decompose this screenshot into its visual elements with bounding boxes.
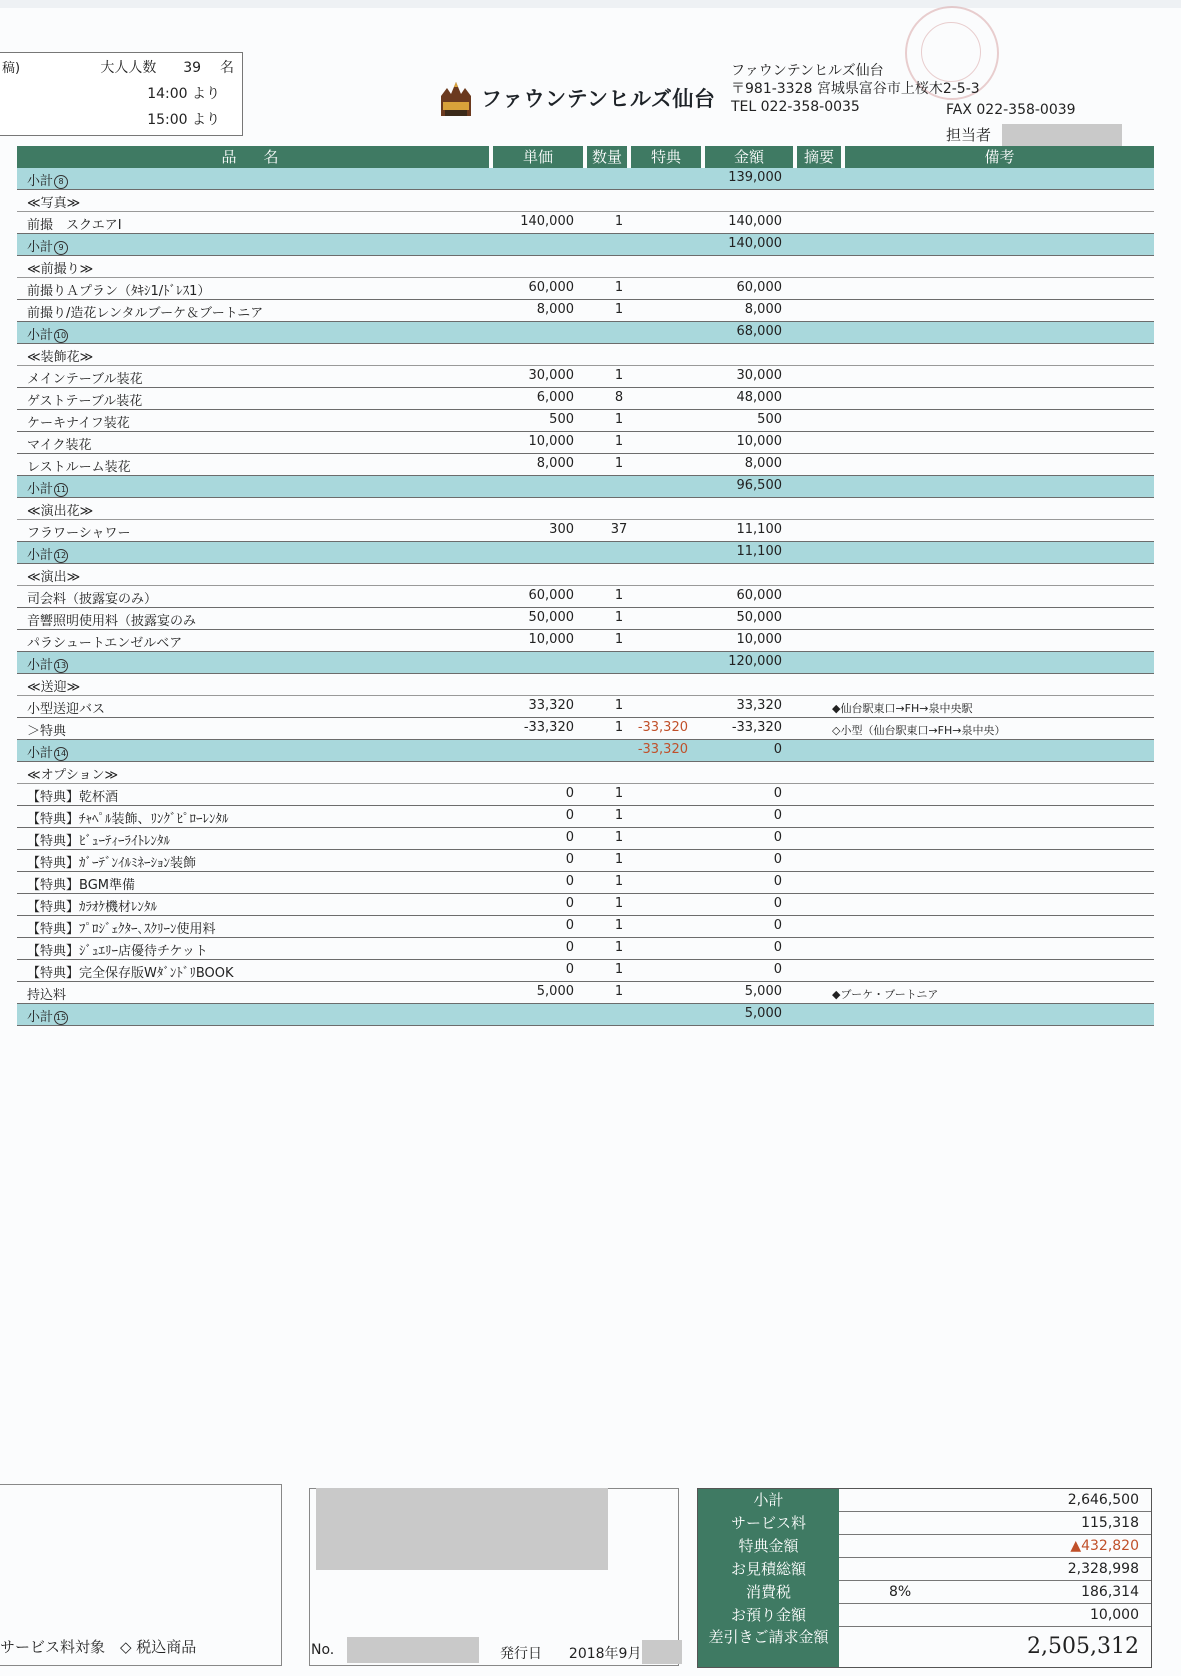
header-tekiyo: 摘要 [803, 148, 834, 166]
item-unit-price: 0 [565, 874, 574, 889]
item-amount: 0 [773, 808, 782, 823]
table-row [17, 432, 1154, 454]
item-name: 【特典】ｼﾞｭｴﾘｰ店優待チケット [27, 944, 208, 959]
subtotal-label: 小計 [753, 1491, 784, 1509]
table-row [17, 300, 1154, 322]
item-unit-price: 0 [565, 786, 574, 801]
table-row [17, 828, 1154, 850]
tax-label: 消費税 [745, 1583, 791, 1601]
item-name: 【特典】ﾌﾟﾛｼﾞｪｸﾀｰ､ｽｸﾘｰﾝ使用料 [27, 922, 216, 937]
item-unit-price: 10,000 [528, 632, 574, 647]
company-address: 〒981-3328 宮城県富谷市上桜木2-5-3 [731, 81, 980, 97]
item-unit-price: -33,320 [523, 720, 574, 735]
item-quantity: 1 [614, 588, 624, 603]
item-name: 前撮 スクエアⅠ [27, 218, 122, 233]
item-quantity: 1 [614, 434, 624, 449]
billing-label: 差引きご請求金額 [708, 1628, 829, 1646]
subtotal-row [17, 1004, 1154, 1026]
table-row [17, 278, 1154, 300]
subtotal-label [27, 170, 68, 189]
subtotal-number: 15 [54, 1011, 68, 1025]
item-quantity: 1 [614, 984, 624, 999]
tax-value: 186,314 [1081, 1584, 1139, 1600]
subtotal-label-text: 小計 [27, 174, 54, 189]
no-label: No. [311, 1642, 335, 1658]
issue-date: 2018年9月 [568, 1646, 642, 1662]
item-amount: 8,000 [744, 456, 782, 471]
item-quantity: 1 [614, 214, 624, 229]
estimate-value: 2,328,998 [1067, 1561, 1139, 1577]
subtotal-number: 12 [54, 549, 68, 563]
section-title: ≪送迎≫ [27, 680, 81, 695]
company-tel: TEL 022-358-0035 [731, 99, 860, 115]
totals-box [697, 1488, 1152, 1668]
item-quantity: 1 [614, 456, 624, 471]
table-row [17, 212, 1154, 234]
item-quantity: 1 [614, 698, 624, 713]
subtotal-amount: 0 [773, 742, 782, 757]
table-row [17, 410, 1154, 432]
table-row [17, 872, 1154, 894]
item-name: 前撮りＡプラン（ﾀｷｼ1/ﾄﾞﾚｽ1） [27, 284, 211, 299]
item-amount: 0 [773, 852, 782, 867]
item-quantity: 1 [614, 720, 624, 735]
logo-text: ファウンテンヒルズ仙台 [481, 87, 716, 111]
item-quantity: 8 [614, 390, 624, 405]
subtotal-tokuten: -33,320 [637, 742, 688, 757]
item-amount: 11,100 [736, 522, 782, 537]
item-unit-price: 300 [549, 522, 574, 537]
totals-subtotal-row [698, 1489, 1151, 1512]
table-row [17, 916, 1154, 938]
item-unit-price: 140,000 [520, 214, 574, 229]
item-name: 【特典】完全保存版WﾀﾞﾝﾄﾞﾘBOOK [27, 966, 234, 981]
item-name: フラワーシャワー [27, 526, 131, 541]
table-row [17, 784, 1154, 806]
subtotal-row [17, 652, 1154, 674]
issue-label: 発行日 [500, 1646, 542, 1662]
deposit-value: 10,000 [1090, 1607, 1139, 1623]
item-name: ケーキナイフ装花 [27, 416, 130, 431]
item-amount: 500 [757, 412, 782, 427]
section-row [17, 344, 1154, 366]
section-title: ≪演出≫ [27, 570, 81, 585]
section-title: ≪装飾花≫ [27, 350, 94, 365]
item-quantity: 1 [614, 610, 624, 625]
item-name: 音響照明使用料（披露宴のみ [27, 614, 197, 629]
section-row [17, 498, 1154, 520]
subtotal-amount: 68,000 [736, 324, 782, 339]
item-quantity: 1 [614, 302, 624, 317]
section-row [17, 762, 1154, 784]
table-row [17, 718, 1154, 740]
item-name: 小型送迎バス [27, 702, 106, 717]
item-unit-price: 0 [565, 808, 574, 823]
item-amount: 50,000 [736, 610, 782, 625]
subtotal-row [17, 234, 1154, 256]
table-row [17, 630, 1154, 652]
subtotal-label-text: 小計 [27, 1010, 54, 1025]
subtotal-row [17, 168, 1154, 190]
table-row [17, 960, 1154, 982]
table-row [17, 696, 1154, 718]
time-2: 15:00 より [147, 112, 220, 128]
table-row [17, 366, 1154, 388]
subtotal-label [27, 478, 68, 497]
item-unit-price: 0 [565, 896, 574, 911]
item-quantity: 1 [614, 368, 624, 383]
item-name: ＞特典 [27, 724, 67, 739]
tanto-label: 担当者 [946, 126, 992, 144]
table-row [17, 388, 1154, 410]
subtotal-amount: 96,500 [736, 478, 782, 493]
totals-service-row [698, 1512, 1151, 1535]
subtotal-label-text: 小計 [27, 548, 54, 563]
subtotal-label [27, 324, 68, 343]
item-amount: 60,000 [736, 588, 782, 603]
subtotal-label [27, 654, 68, 673]
item-amount: 0 [773, 962, 782, 977]
section-title: ≪演出花≫ [27, 504, 94, 519]
totals-estimate-row [698, 1558, 1151, 1581]
item-amount: 60,000 [736, 280, 782, 295]
item-unit-price: 5,000 [536, 984, 574, 999]
subtotal-value: 2,646,500 [1067, 1492, 1139, 1508]
subtotal-number: 13 [54, 659, 68, 673]
item-note: ◆ブーケ・ブートニア [832, 988, 939, 1001]
header-unit: 単価 [522, 148, 553, 166]
time-1: 14:00 より [147, 86, 220, 102]
item-quantity: 1 [614, 940, 624, 955]
item-unit-price: 30,000 [528, 368, 574, 383]
item-quantity: 1 [614, 280, 624, 295]
item-quantity: 1 [614, 962, 624, 977]
item-name: 【特典】ﾁｬﾍﾟﾙ装飾、ﾘﾝｸﾞﾋﾟﾛｰﾚﾝﾀﾙ [27, 812, 229, 827]
item-unit-price: 0 [565, 940, 574, 955]
no-redacted [347, 1637, 479, 1663]
estimate-table-body [17, 168, 1154, 1026]
item-name: 【特典】ｶﾗｵｹ機材ﾚﾝﾀﾙ [27, 900, 158, 915]
item-amount: 30,000 [736, 368, 782, 383]
customer-redacted [316, 1488, 608, 1570]
subtotal-number: 10 [54, 329, 68, 343]
item-quantity: 1 [614, 918, 624, 933]
company-logo [437, 78, 715, 118]
subtotal-label-text: 小計 [27, 746, 54, 761]
company-fax: FAX 022-358-0039 [946, 102, 1076, 118]
subtotal-row [17, 476, 1154, 498]
item-unit-price: 8,000 [536, 302, 574, 317]
section-row [17, 674, 1154, 696]
adults-label: 大人人数 [100, 60, 157, 76]
item-quantity: 1 [614, 896, 624, 911]
section-title: ≪写真≫ [27, 196, 81, 211]
billing-value: 2,505,312 [1027, 1634, 1139, 1659]
issue-date-redacted [642, 1640, 682, 1664]
item-note: ◆仙台駅東口→FH→泉中央駅 [832, 702, 973, 715]
item-amount: 10,000 [736, 434, 782, 449]
subtotal-row [17, 542, 1154, 564]
castle-logo-icon [437, 78, 475, 118]
section-title: ≪前撮り≫ [27, 262, 94, 277]
item-note: ◇小型（仙台駅東口→FH→泉中央） [832, 724, 1006, 737]
item-quantity: 1 [614, 830, 624, 845]
section-row [17, 256, 1154, 278]
table-row [17, 894, 1154, 916]
item-amount: 33,320 [736, 698, 782, 713]
header-amount: 金額 [733, 148, 764, 166]
subtotal-label-text: 小計 [27, 658, 54, 673]
subtotal-label-text: 小計 [27, 240, 54, 255]
header-qty: 数量 [591, 148, 622, 166]
item-quantity: 1 [614, 852, 624, 867]
item-name: 【特典】ﾋﾞｭｰﾃｨｰﾗｲﾄﾚﾝﾀﾙ [27, 834, 171, 849]
item-amount: -33,320 [731, 720, 782, 735]
item-quantity: 1 [614, 412, 624, 427]
subtotal-row [17, 322, 1154, 344]
adults-line [100, 57, 234, 77]
item-amount: 0 [773, 830, 782, 845]
subtotal-label-text: 小計 [27, 328, 54, 343]
item-name: メインテーブル装花 [27, 372, 143, 387]
subtotal-number: 14 [54, 747, 68, 761]
item-amount: 140,000 [728, 214, 782, 229]
item-amount: 0 [773, 786, 782, 801]
table-row [17, 806, 1154, 828]
item-quantity: 1 [614, 808, 624, 823]
totals-billing-row [698, 1627, 1151, 1667]
item-amount: 0 [773, 918, 782, 933]
table-header [17, 146, 1154, 168]
item-amount: 8,000 [744, 302, 782, 317]
item-name: レストルーム装花 [27, 460, 131, 475]
company-info [731, 62, 980, 116]
issue-date-line [500, 1643, 641, 1663]
item-amount: 10,000 [736, 632, 782, 647]
totals-deposit-row [698, 1604, 1151, 1627]
item-unit-price: 500 [549, 412, 574, 427]
subtotal-amount: 140,000 [728, 236, 782, 251]
item-name: 持込料 [27, 988, 67, 1003]
subtotal-label-text: 小計 [27, 482, 54, 497]
table-row [17, 608, 1154, 630]
guest-edge-text: 稿) [2, 61, 21, 76]
item-unit-price: 33,320 [528, 698, 574, 713]
tokuten-value: ▲432,820 [1070, 1538, 1139, 1554]
item-amount: 48,000 [736, 390, 782, 405]
table-row [17, 586, 1154, 608]
adults-unit: 名 [220, 60, 234, 76]
item-name: パラシュートエンゼルベア [27, 636, 183, 651]
legend-text: サービス料対象 ◇ 税込商品 [0, 1638, 197, 1656]
subtotal-amount: 11,100 [736, 544, 782, 559]
header-name: 品 名 [221, 148, 285, 166]
item-amount: 0 [773, 896, 782, 911]
item-unit-price: 8,000 [536, 456, 574, 471]
item-amount: 0 [773, 874, 782, 889]
subtotal-label [27, 236, 68, 255]
tanto-redacted [1002, 124, 1122, 148]
table-row [17, 982, 1154, 1004]
item-name: 【特典】乾杯酒 [27, 790, 119, 805]
item-name: 司会料（披露宴のみ） [27, 592, 158, 607]
item-name: ゲストテーブル装花 [27, 394, 143, 409]
header-tokuten: 特典 [650, 148, 681, 166]
subtotal-amount: 120,000 [728, 654, 782, 669]
tokuten-label: 特典金額 [738, 1537, 799, 1555]
table-row [17, 454, 1154, 476]
item-name: 【特典】BGM準備 [27, 878, 135, 893]
section-row [17, 190, 1154, 212]
guest-info-box [0, 52, 243, 136]
item-unit-price: 60,000 [528, 280, 574, 295]
company-name: ファウンテンヒルズ仙台 [731, 63, 884, 79]
item-amount: 0 [773, 940, 782, 955]
item-amount: 5,000 [744, 984, 782, 999]
table-row [17, 938, 1154, 960]
item-quantity: 1 [614, 874, 624, 889]
totals-tokuten-row [698, 1535, 1151, 1558]
subtotal-number: 8 [54, 175, 68, 189]
tax-rate: 8% [889, 1584, 912, 1600]
subtotal-label [27, 544, 68, 563]
item-unit-price: 0 [565, 962, 574, 977]
item-name: マイク装花 [27, 438, 92, 453]
service-label: サービス料 [730, 1514, 806, 1532]
subtotal-label [27, 1006, 68, 1025]
item-name: 【特典】ｶﾞｰﾃﾞﾝｲﾙﾐﾈｰｼｮﾝ装飾 [27, 856, 197, 871]
estimate-label: お見積総額 [730, 1560, 806, 1578]
subtotal-amount: 139,000 [728, 170, 782, 185]
subtotal-number: 11 [54, 483, 68, 497]
totals-tax-row [698, 1581, 1151, 1604]
item-unit-price: 60,000 [528, 588, 574, 603]
table-row [17, 850, 1154, 872]
item-unit-price: 6,000 [536, 390, 574, 405]
item-unit-price: 10,000 [528, 434, 574, 449]
item-quantity: 1 [614, 632, 624, 647]
adults-count: 39 [183, 60, 202, 76]
subtotal-number: 9 [54, 241, 68, 255]
item-quantity: 37 [610, 522, 628, 537]
table-row [17, 520, 1154, 542]
item-unit-price: 0 [565, 830, 574, 845]
item-tokuten: -33,320 [637, 720, 688, 735]
subtotal-amount: 5,000 [744, 1006, 782, 1021]
item-unit-price: 0 [565, 852, 574, 867]
scan-edge [0, 0, 1181, 8]
item-quantity: 1 [614, 786, 624, 801]
subtotal-row [17, 740, 1154, 762]
section-title: ≪オプション≫ [27, 768, 119, 783]
subtotal-label [27, 742, 68, 761]
header-biko: 備考 [984, 148, 1015, 166]
section-row [17, 564, 1154, 586]
item-unit-price: 0 [565, 918, 574, 933]
service-value: 115,318 [1081, 1515, 1139, 1531]
deposit-label: お預り金額 [730, 1606, 806, 1624]
item-unit-price: 50,000 [528, 610, 574, 625]
item-name: 前撮り/造花レンタルブーケ＆ブートニア [27, 306, 264, 321]
